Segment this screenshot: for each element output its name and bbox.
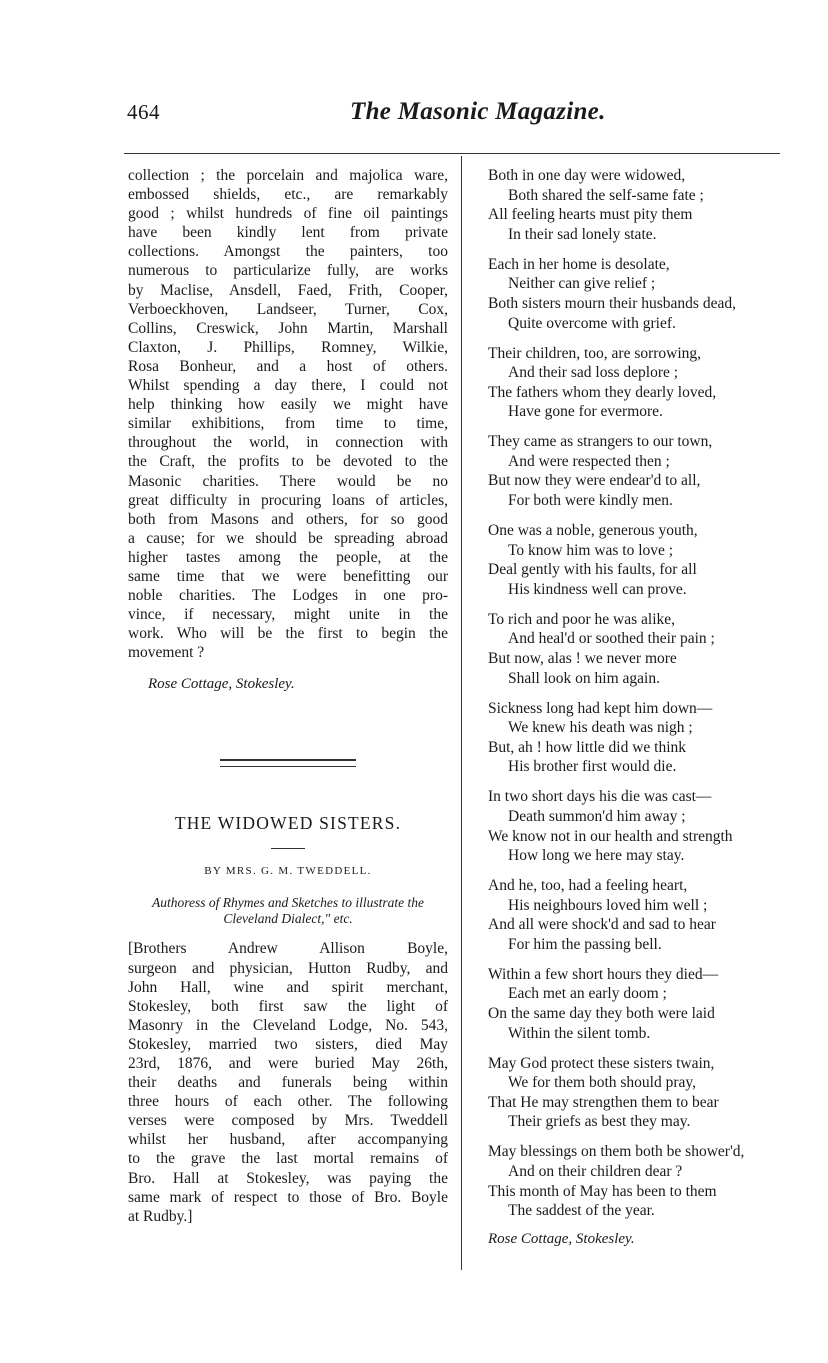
verse-line: But now they were endear'd to all, xyxy=(488,472,701,490)
text-line: good ; whilst hundreds of fine oil paintings xyxy=(128,205,448,223)
section-separator xyxy=(220,759,356,767)
text-line: Masonry in the Cleveland Lodge, No. 543, xyxy=(128,1016,448,1034)
verse-line: Both shared the self-same fate ; xyxy=(508,186,704,204)
text-line: at Rudby.] xyxy=(128,1207,193,1225)
text-line: have been kindly lent from private xyxy=(128,224,448,242)
author-note xyxy=(128,895,448,927)
text-line: Collins, Creswick, John Martin, Marshall xyxy=(128,319,448,337)
verse-line: And were respected then ; xyxy=(508,452,670,470)
verse-line: Both in one day were widowed, xyxy=(488,167,686,184)
text-line: 23rd, 1876, and were buried May 26th, xyxy=(128,1055,448,1072)
text-line: Bro. Hall at Stokesley, was paying the xyxy=(128,1169,448,1187)
text-line: a cause; for we should be spreading abroad xyxy=(128,529,448,547)
text-line: collections. Amongst the painters, too xyxy=(128,243,448,261)
verse-line: We knew his death was nigh ; xyxy=(508,719,693,737)
verse-line: To know him was to love ; xyxy=(508,541,674,559)
verse-line: The saddest of the year. xyxy=(508,1202,655,1220)
article-signature: Rose Cottage, Stokesley. xyxy=(148,676,295,693)
text-line: movement ? xyxy=(128,644,205,662)
poem-stanza xyxy=(488,1142,788,1220)
verse-line: Both sisters mourn their husbands dead, xyxy=(488,294,736,312)
verse-line: Neither can give relief ; xyxy=(508,275,656,293)
verse-line: And all were shock'd and sad to hear xyxy=(488,916,716,934)
poem-signature: Rose Cottage, Stokesley. xyxy=(488,1231,635,1248)
verse-line: And heal'd or soothed their pain ; xyxy=(508,630,715,648)
text-line: their deaths and funerals being within xyxy=(128,1074,448,1092)
verse-line: Within the silent tomb. xyxy=(508,1024,651,1042)
text-line: help thinking how easily we might have xyxy=(128,396,448,414)
text-line: work. Who will be the first to begin the xyxy=(128,625,448,643)
verse-line: And their sad loss deplore ; xyxy=(508,364,679,382)
text-line: surgeon and physician, Hutton Rudby, and xyxy=(128,959,448,977)
text-line: same mark of respect to those of Bro. Boyle xyxy=(128,1188,448,1206)
verse-line: Deal gently with his faults, for all xyxy=(488,561,697,579)
verse-line: That He may strengthen them to bear xyxy=(488,1093,719,1111)
text-line: Stokesley, both first saw the light of xyxy=(128,997,448,1015)
verse-line: One was a noble, generous youth, xyxy=(488,522,698,540)
author-note-line: Authoress of Rhymes and Sketches to illustrate the xyxy=(151,895,425,911)
title-rule xyxy=(271,848,305,849)
poem-stanza xyxy=(488,876,788,954)
verse-line: Death summon'd him away ; xyxy=(508,807,686,825)
text-line: verses were composed by Mrs. Tweddell xyxy=(128,1112,448,1130)
header-rule xyxy=(124,153,780,154)
verse-line: Shall look on him again. xyxy=(508,669,660,687)
verse-line: On the same day they both were laid xyxy=(488,1005,715,1023)
verse-line: His neighbours loved him well ; xyxy=(508,896,708,914)
verse-line: Have gone for evermore. xyxy=(508,403,663,421)
verse-line: Each met an early doom ; xyxy=(508,985,667,1003)
verse-line: In their sad lonely state. xyxy=(508,225,657,243)
text-line: John Hall, wine and spirit merchant, xyxy=(128,978,448,996)
verse-line: His brother first would die. xyxy=(508,758,677,776)
poem-stanza xyxy=(488,255,788,333)
text-line: higher tastes among the people, at the xyxy=(128,548,448,566)
verse-line: In two short days his die was cast— xyxy=(488,788,712,806)
verse-line: And he, too, had a feeling heart, xyxy=(488,877,688,895)
verse-line: How long we here may stay. xyxy=(508,847,685,865)
text-line: the Craft, the profits to be devoted to the xyxy=(128,453,448,471)
verse-line: Quite overcome with grief. xyxy=(508,314,676,332)
article-ending xyxy=(128,166,448,662)
text-line: vince, if necessary, might unite in the xyxy=(128,606,448,624)
text-line: both from Masons and others, for so good xyxy=(128,510,448,528)
verse-line: We for them both should pray, xyxy=(508,1074,697,1092)
text-line: by Maclise, Ansdell, Faed, Frith, Cooper, xyxy=(128,281,448,299)
running-title: The Masonic Magazine. xyxy=(350,98,606,125)
poem-stanza xyxy=(488,699,788,777)
poem-stanza xyxy=(488,610,788,688)
verse-line: We know not in our health and strength xyxy=(488,827,733,845)
poem-stanza xyxy=(488,965,788,1043)
verse-line: Their griefs as best they may. xyxy=(508,1113,691,1131)
text-line: three hours of each other. The following xyxy=(128,1093,448,1111)
verse-line: This month of May has been to them xyxy=(488,1182,717,1200)
verse-line: Sickness long had kept him down— xyxy=(488,699,713,717)
verse-line: But now, alas ! we never more xyxy=(488,650,677,668)
text-line: Whilst spending a day there, I could not xyxy=(128,377,448,395)
verse-line: But, ah ! how little did we think xyxy=(488,738,687,756)
verse-line: To rich and poor he was alike, xyxy=(488,610,676,628)
poem-stanza xyxy=(488,521,788,599)
poem-introduction xyxy=(128,939,448,1225)
verse-line: May blessings on them both be shower'd, xyxy=(488,1143,745,1161)
column-divider xyxy=(461,156,462,1270)
text-line: whilst her husband, after accompanying xyxy=(128,1131,448,1149)
text-line: embossed shields, etc., are remarkably xyxy=(128,186,448,204)
text-line: same time that we were benefitting our xyxy=(128,567,448,585)
poem-stanza xyxy=(488,432,788,510)
poem-byline: BY MRS. G. M. TWEDDELL. xyxy=(204,865,372,878)
poem-title: THE WIDOWED SISTERS. xyxy=(174,813,402,834)
poem-stanza xyxy=(488,166,788,244)
verse-line: For him the passing bell. xyxy=(508,935,662,953)
verse-line: His kindness well can prove. xyxy=(508,580,687,598)
text-line: Claxton, J. Phillips, Romney, Wilkie, xyxy=(128,338,448,356)
verse-line: For both were kindly men. xyxy=(508,492,673,510)
text-line: Verboeckhoven, Landseer, Turner, Cox, xyxy=(128,300,448,318)
verse-line: The fathers whom they dearly loved, xyxy=(488,383,717,401)
verse-line: All feeling hearts must pity them xyxy=(488,206,693,224)
right-column xyxy=(488,166,788,1248)
poem-body xyxy=(488,166,788,1221)
text-line: collection ; the porcelain and majolica ware, xyxy=(128,167,448,184)
verse-line: Their children, too, are sorrowing, xyxy=(488,344,702,362)
text-line: Rosa Bonheur, and a host of others. xyxy=(128,357,448,375)
text-line: similar exhibitions, from time to time, xyxy=(128,415,448,433)
text-line: to the grave the last mortal remains of xyxy=(128,1150,448,1168)
text-line: numerous to particularize fully, are works xyxy=(128,262,448,280)
left-column xyxy=(128,166,448,1226)
text-line: [Brothers Andrew Allison Boyle, xyxy=(128,940,448,958)
text-line: Stokesley, married two sisters, died May xyxy=(128,1035,448,1053)
text-line: great difficulty in procuring loans of articles, xyxy=(128,491,448,509)
text-line: noble charities. The Lodges in one pro- xyxy=(128,587,448,605)
text-line: throughout the world, in connection with xyxy=(128,434,448,452)
text-line: Masonic charities. There would be no xyxy=(128,472,448,490)
page-number: 464 xyxy=(127,100,160,124)
author-note-line: Cleveland Dialect," etc. xyxy=(223,911,353,927)
verse-line: Within a few short hours they died— xyxy=(488,965,719,983)
verse-line: Each in her home is desolate, xyxy=(488,255,670,273)
poem-stanza xyxy=(488,344,788,422)
poem-stanza xyxy=(488,1054,788,1132)
poem-stanza xyxy=(488,787,788,865)
verse-line: They came as strangers to our town, xyxy=(488,433,713,451)
verse-line: May God protect these sisters twain, xyxy=(488,1054,715,1072)
verse-line: And on their children dear ? xyxy=(508,1163,683,1181)
